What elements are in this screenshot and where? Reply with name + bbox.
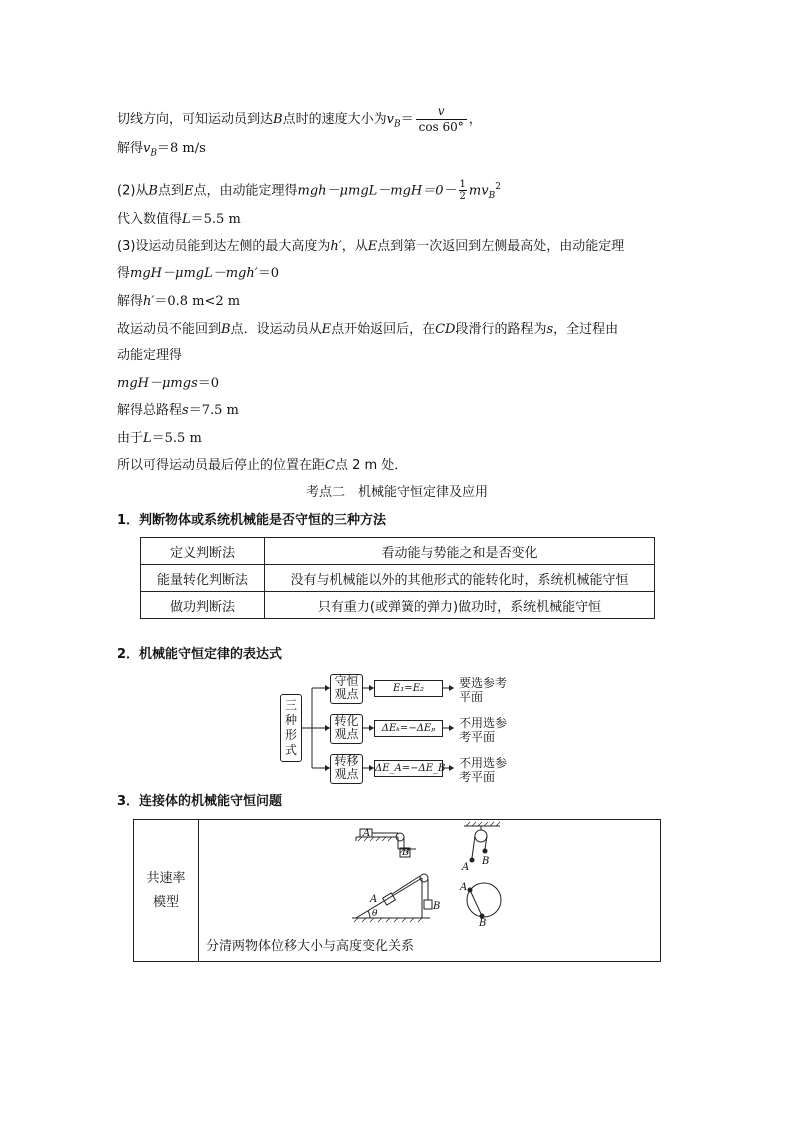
model-label-cell: 共速率 模型 xyxy=(134,820,199,961)
item3-title: 3．连接体的机械能守恒问题 xyxy=(117,794,283,809)
formula-box-conversion: ΔEₖ=−ΔEₚ xyxy=(374,720,443,737)
root-char: 式 xyxy=(284,743,297,757)
block-b-incline xyxy=(424,900,432,909)
solution-line-5: (3)设运动员能到达左侧的最大高度为h′，从E点到第一次返回到左侧最高处，由动能定理 xyxy=(117,239,625,254)
model-caption: 分清两物体位移大小与高度变化关系 xyxy=(206,939,415,954)
root-char: 种 xyxy=(284,713,297,727)
view-label: 守恒 xyxy=(334,674,359,688)
item1-title: 1．判断物体或系统机械能是否守恒的三种方法 xyxy=(117,513,387,528)
label-b-4: B xyxy=(479,918,487,929)
label-theta: θ xyxy=(372,909,378,919)
section-title: 考点二 机械能守恒定律及应用 xyxy=(305,485,488,500)
table-row xyxy=(141,592,655,619)
connected-body-box xyxy=(133,819,661,962)
formula-box-conservation: E₁=E₂ xyxy=(374,680,443,697)
view-label: 转化 xyxy=(334,714,359,728)
table-row xyxy=(141,538,655,565)
pulley-icon-ceiling xyxy=(475,830,487,842)
root-box xyxy=(280,694,302,762)
note-transfer: 不用选参 考平面 xyxy=(459,756,508,784)
connected-body-figures xyxy=(134,820,660,940)
label-a-3: A xyxy=(462,862,470,873)
solution-line-9: 动能定理得 xyxy=(117,348,183,363)
velocity-fraction: $\frac{v}{\cos 60^\circ}$ xyxy=(416,104,467,135)
ring-figure xyxy=(467,883,501,918)
view-label: 观点 xyxy=(334,767,359,781)
solution-line-4: 代入数值得L＝5.5 m xyxy=(117,212,241,227)
method-cell: 做功判断法 xyxy=(141,592,265,619)
label-a-1: A xyxy=(363,828,371,839)
view-box-conservation xyxy=(330,674,363,704)
root-char: 形 xyxy=(284,728,297,742)
solution-line-2: 解得$v_B=8$ m/s xyxy=(117,141,206,159)
view-label: 转移 xyxy=(334,754,359,768)
solution-line-10: mgH－μmgs＝0 xyxy=(117,376,220,391)
item2-title: 2．机械能守恒定律的表达式 xyxy=(117,647,283,662)
desc-cell: 只有重力(或弹簧的弹力)做功时，系统机械能守恒 xyxy=(265,592,655,619)
label-b-2: B xyxy=(433,901,441,912)
label-b-3: B xyxy=(482,856,490,867)
incline-pulley-figure xyxy=(352,874,432,922)
solution-line-12: 由于L＝5.5 m xyxy=(117,431,202,446)
method-cell: 定义判断法 xyxy=(141,538,265,565)
root-char: 三 xyxy=(284,698,297,712)
solution-line-3: (2)从B点到E点，由动能定理得mgh－μmgL－mgH＝0－ $\frac{1}{2}$ $mv_B^2$ xyxy=(117,179,501,203)
half-fraction: $\frac{1}{2}$ xyxy=(459,179,466,203)
label-b-1: B xyxy=(402,847,410,858)
formula-box-transfer: ΔE_A=−ΔE_B xyxy=(374,760,443,777)
solution-line-1: 切线方向，可知运动员到达B点时的速度大小为$v_B=$ $\frac{v}{\cos 60^\circ}$ ， xyxy=(117,104,482,134)
note-conversion: 不用选参 考平面 xyxy=(459,716,508,744)
table-row xyxy=(141,565,655,592)
label-a-2: A xyxy=(370,894,378,905)
view-label: 观点 xyxy=(334,727,359,741)
note-conservation: 要选参考 平面 xyxy=(459,676,508,704)
method-cell: 能量转化判断法 xyxy=(141,565,265,592)
solution-line-8: 故运动员不能回到B点．设运动员从E点开始返回后，在CD段滑行的路程为s，全过程由 xyxy=(117,322,619,337)
solution-line-11: 解得总路程s＝7.5 m xyxy=(117,403,239,418)
desc-cell: 没有与机械能以外的其他形式的能转化时，系统机械能守恒 xyxy=(265,565,655,592)
solution-line-6: 得mgH－μmgL－mgh′＝0 xyxy=(117,266,279,281)
label-a-4: A xyxy=(460,882,468,893)
solution-line-7: 解得h′＝0.8 m<2 m xyxy=(117,294,241,309)
ring-icon xyxy=(467,883,501,917)
view-label: 观点 xyxy=(334,687,359,701)
view-box-transfer xyxy=(330,754,363,784)
method-table xyxy=(140,537,655,619)
solution-line-13: 所以可得运动员最后停止的位置在距C点 2 m 处． xyxy=(117,458,408,473)
desc-cell: 看动能与势能之和是否变化 xyxy=(265,538,655,565)
view-box-conversion xyxy=(330,714,363,744)
